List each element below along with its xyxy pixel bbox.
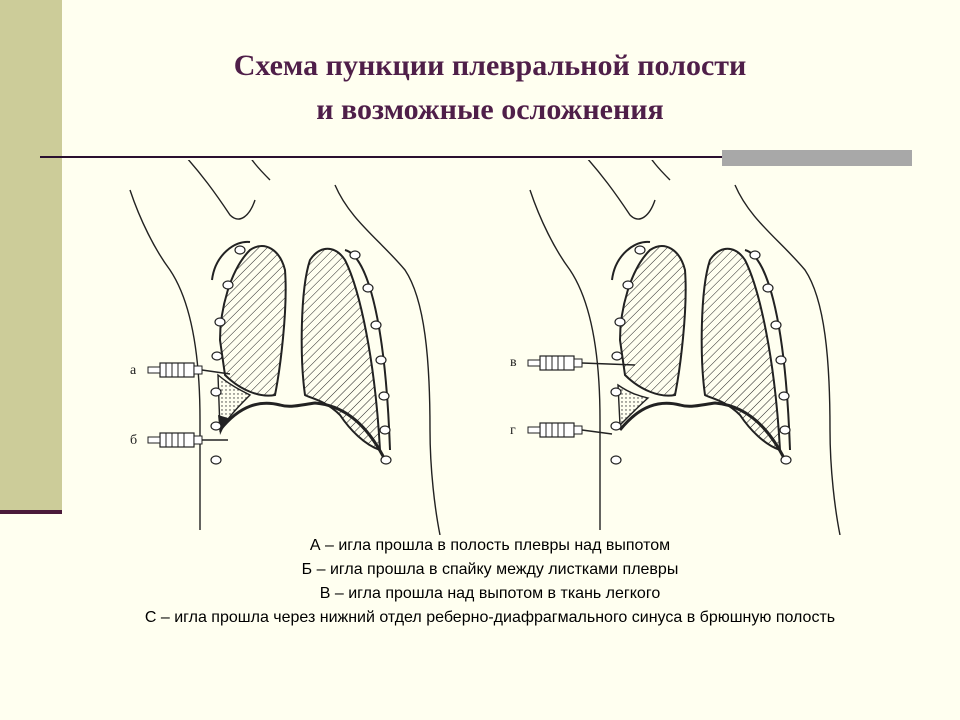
label-a: а xyxy=(130,363,137,378)
label-g: г xyxy=(510,423,516,438)
slide-title xyxy=(120,44,860,132)
label-v: в xyxy=(510,355,517,370)
caption-line-a: А – игла прошла в полость плевры над выпотом xyxy=(309,537,671,554)
decorative-side-bar xyxy=(0,0,62,510)
torso-left xyxy=(130,160,440,535)
caption-line-v: В – игла прошла над выпотом в ткань легкого xyxy=(319,585,661,602)
figure-caption xyxy=(60,534,920,630)
syringe-b xyxy=(148,433,228,447)
decorative-side-bar-underline xyxy=(0,510,62,514)
caption-line-c: С – игла прошла через нижний отдел реберно-диафрагмального синуса в брюшную полость xyxy=(144,609,836,626)
title-line-2: и возможные осложнения xyxy=(316,93,664,126)
caption-line-b: Б – игла прошла в спайку между листками плевры xyxy=(301,561,679,578)
title-line-1: Схема пункции плевральной полости xyxy=(233,49,747,82)
label-b: б xyxy=(130,433,138,448)
pleural-puncture-diagram xyxy=(100,160,860,535)
torso-right xyxy=(530,160,840,535)
